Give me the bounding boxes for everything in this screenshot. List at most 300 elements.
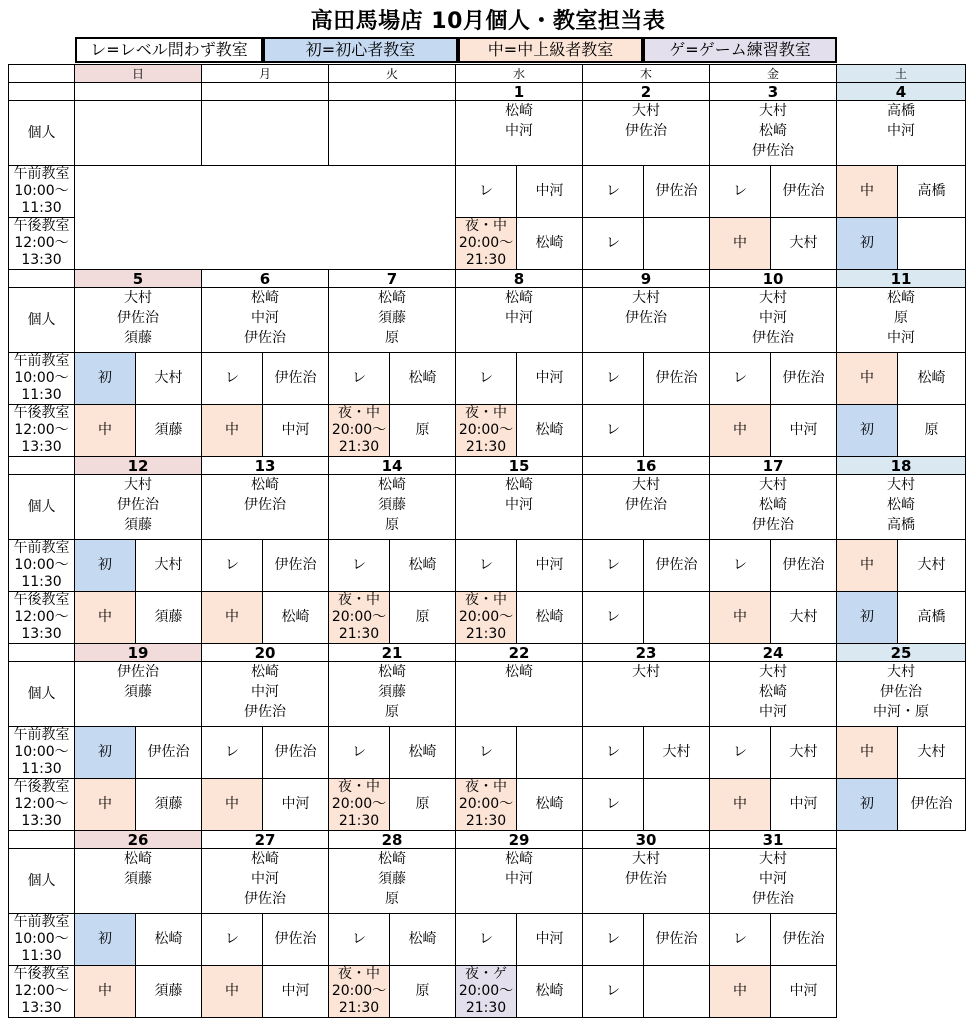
instructor-cell: 中河 <box>263 405 329 457</box>
instructor-cell: 須藤 <box>136 592 202 644</box>
staff-name: 高橋 <box>887 103 915 119</box>
date-cell <box>202 83 329 101</box>
row-label-individual: 個人 <box>9 101 75 166</box>
individual-cell <box>456 101 583 166</box>
date-cell: 13 <box>202 457 329 475</box>
staff-name: 原 <box>385 517 399 533</box>
staff-name: 大村 <box>632 664 660 680</box>
date-cell: 19 <box>75 644 202 662</box>
class-type-cell: 中 <box>710 966 771 1018</box>
instructor-cell <box>644 779 710 831</box>
class-type-cell: レ <box>456 353 517 405</box>
date-cell: 16 <box>583 457 710 475</box>
date-cell: 8 <box>456 270 583 288</box>
class-type-cell: 初 <box>837 592 898 644</box>
row-label-am: 午前教室 10:00～ 11:30 <box>9 914 75 966</box>
staff-name: 大村 <box>632 477 660 493</box>
individual-cell <box>710 849 837 914</box>
staff-name: 松崎 <box>887 290 915 306</box>
staff-name: 松崎 <box>505 103 533 119</box>
instructor-cell: 須藤 <box>136 779 202 831</box>
date-cell: 23 <box>583 644 710 662</box>
staff-name: 中河 <box>505 123 533 139</box>
date-cell <box>837 831 966 849</box>
class-type-cell: レ <box>583 218 644 270</box>
instructor-cell: 松崎 <box>517 592 583 644</box>
class-type-cell: レ <box>329 540 390 592</box>
instructor-cell: 中河 <box>517 166 583 218</box>
class-type-cell: 中 <box>837 540 898 592</box>
class-type-cell: レ <box>202 727 263 779</box>
corner-cell <box>9 65 75 83</box>
staff-name: 中河 <box>505 310 533 326</box>
date-cell: 22 <box>456 644 583 662</box>
date-row <box>9 270 966 288</box>
row-label-pm: 午後教室 12:00～ 13:30 <box>9 966 75 1018</box>
instructor-cell: 原 <box>898 405 966 457</box>
instructor-cell: 中河 <box>263 966 329 1018</box>
legend-item: ゲ=ゲーム練習教室 <box>643 37 837 63</box>
date-cell: 14 <box>329 457 456 475</box>
empty-cell <box>202 166 329 218</box>
individual-cell <box>75 475 202 540</box>
staff-name: 伊佐治 <box>625 123 667 139</box>
staff-name: 大村 <box>124 477 152 493</box>
staff-name: 中河 <box>251 871 279 887</box>
individual-cell <box>75 101 202 166</box>
instructor-cell: 松崎 <box>390 727 456 779</box>
date-cell: 30 <box>583 831 710 849</box>
class-type-cell: レ <box>456 727 517 779</box>
instructor-cell: 大村 <box>898 727 966 779</box>
instructor-cell: 中河 <box>771 405 837 457</box>
class-type-cell: 夜・中 20:00～ 21:30 <box>329 779 390 831</box>
empty-cell <box>329 218 456 270</box>
row-label-individual: 個人 <box>9 849 75 914</box>
instructor-cell: 原 <box>390 966 456 1018</box>
instructor-cell: 中河 <box>263 779 329 831</box>
row-label-am: 午前教室 10:00～ 11:30 <box>9 727 75 779</box>
staff-name: 松崎 <box>505 851 533 867</box>
individual-cell <box>583 101 710 166</box>
date-row <box>9 831 966 849</box>
staff-name: 中河 <box>887 330 915 346</box>
individual-cell <box>710 288 837 353</box>
staff-name: 松崎 <box>378 664 406 680</box>
staff-name: 大村 <box>759 290 787 306</box>
date-cell: 2 <box>583 83 710 101</box>
row-label-am: 午前教室 10:00～ 11:30 <box>9 353 75 405</box>
class-type-cell: 中 <box>710 218 771 270</box>
staff-name: 中河 <box>251 684 279 700</box>
staff-name: 伊佐治 <box>752 517 794 533</box>
class-type-cell: 中 <box>710 405 771 457</box>
staff-name: 須藤 <box>124 871 152 887</box>
date-cell: 31 <box>710 831 837 849</box>
individual-cell <box>837 475 966 540</box>
staff-name: 中河 <box>887 123 915 139</box>
individual-row <box>9 662 966 727</box>
staff-name: 松崎 <box>251 664 279 680</box>
row-label-individual: 個人 <box>9 662 75 727</box>
instructor-cell: 大村 <box>771 727 837 779</box>
row-label-am: 午前教室 10:00～ 11:30 <box>9 540 75 592</box>
staff-name: 松崎 <box>505 664 533 680</box>
staff-name: 松崎 <box>251 477 279 493</box>
class-type-cell: 初 <box>837 218 898 270</box>
class-type-cell: 中 <box>75 779 136 831</box>
instructor-cell <box>517 727 583 779</box>
individual-cell <box>710 662 837 727</box>
individual-row <box>9 849 966 914</box>
date-corner <box>9 457 75 475</box>
page-title: 高田馬場店 10月個人・教室担当表 <box>310 9 666 34</box>
staff-name: 須藤 <box>378 871 406 887</box>
staff-name: 松崎 <box>505 477 533 493</box>
legend-item: 中=中上級者教室 <box>458 37 643 63</box>
class-type-cell: 中 <box>75 405 136 457</box>
class-type-cell: レ <box>583 405 644 457</box>
class-type-cell: 中 <box>710 592 771 644</box>
legend-item: 初=初心者教室 <box>263 37 458 63</box>
instructor-cell <box>898 218 966 270</box>
class-type-cell: 初 <box>837 405 898 457</box>
staff-name: 須藤 <box>378 497 406 513</box>
instructor-cell: 中河 <box>771 779 837 831</box>
class-type-cell: 夜・中 20:00～ 21:30 <box>456 218 517 270</box>
class-type-cell: 初 <box>75 540 136 592</box>
row-label-am: 午前教室 10:00～ 11:30 <box>9 166 75 218</box>
class-type-cell: レ <box>710 353 771 405</box>
date-row <box>9 83 966 101</box>
pm-class-row <box>9 592 966 644</box>
instructor-cell <box>644 218 710 270</box>
staff-name: 大村 <box>632 851 660 867</box>
date-cell: 6 <box>202 270 329 288</box>
date-row <box>9 644 966 662</box>
individual-cell <box>456 475 583 540</box>
instructor-cell: 松崎 <box>390 914 456 966</box>
date-corner <box>9 831 75 849</box>
instructor-cell: 中河 <box>517 914 583 966</box>
date-cell: 24 <box>710 644 837 662</box>
row-label-pm: 午後教室 12:00～ 13:30 <box>9 592 75 644</box>
class-type-cell: 中 <box>837 166 898 218</box>
staff-name: 中河 <box>759 871 787 887</box>
date-cell: 3 <box>710 83 837 101</box>
instructor-cell: 伊佐治 <box>263 914 329 966</box>
staff-name: 須藤 <box>124 684 152 700</box>
class-type-cell: レ <box>710 540 771 592</box>
individual-cell <box>75 288 202 353</box>
class-type-cell: 中 <box>75 966 136 1018</box>
class-type-cell: 中 <box>710 779 771 831</box>
staff-name: 大村 <box>759 664 787 680</box>
class-type-cell: レ <box>583 966 644 1018</box>
date-cell: 18 <box>837 457 966 475</box>
instructor-cell: 中河 <box>771 966 837 1018</box>
instructor-cell: 松崎 <box>517 218 583 270</box>
staff-name: 松崎 <box>887 497 915 513</box>
schedule-table <box>8 64 966 1018</box>
date-cell: 21 <box>329 644 456 662</box>
class-type-cell: 夜・中 20:00～ 21:30 <box>456 779 517 831</box>
class-type-cell: レ <box>329 727 390 779</box>
legend-item: レ=レベル問わず教室 <box>75 37 263 63</box>
class-type-cell: レ <box>456 914 517 966</box>
staff-name: 松崎 <box>378 851 406 867</box>
individual-cell <box>583 849 710 914</box>
am-class-row <box>9 166 966 218</box>
instructor-cell: 松崎 <box>898 353 966 405</box>
class-type-cell: 中 <box>202 592 263 644</box>
staff-name: 松崎 <box>759 684 787 700</box>
individual-cell <box>329 101 456 166</box>
staff-name: 原 <box>894 310 908 326</box>
individual-cell <box>837 101 966 166</box>
date-cell: 7 <box>329 270 456 288</box>
weekday-header: 木 <box>583 65 710 83</box>
staff-name: 中河 <box>251 310 279 326</box>
date-cell: 26 <box>75 831 202 849</box>
row-label-individual: 個人 <box>9 288 75 353</box>
staff-name: 伊佐治 <box>244 497 286 513</box>
individual-cell <box>75 662 202 727</box>
date-cell: 9 <box>583 270 710 288</box>
date-cell: 17 <box>710 457 837 475</box>
instructor-cell <box>644 592 710 644</box>
staff-name: 中河 <box>759 310 787 326</box>
staff-name: 大村 <box>759 103 787 119</box>
class-type-cell: レ <box>329 914 390 966</box>
staff-name: 伊佐治 <box>117 664 159 680</box>
class-type-cell: 中 <box>75 592 136 644</box>
staff-name: 松崎 <box>251 290 279 306</box>
weekday-header: 日 <box>75 65 202 83</box>
staff-name: 伊佐治 <box>625 871 667 887</box>
individual-cell <box>583 475 710 540</box>
staff-name: 大村 <box>124 290 152 306</box>
staff-name: 松崎 <box>759 123 787 139</box>
class-type-cell: レ <box>202 540 263 592</box>
instructor-cell: 大村 <box>644 727 710 779</box>
individual-cell <box>583 288 710 353</box>
staff-name: 原 <box>385 891 399 907</box>
instructor-cell: 伊佐治 <box>644 914 710 966</box>
class-type-cell: 中 <box>202 405 263 457</box>
class-type-cell: 夜・中 20:00～ 21:30 <box>329 592 390 644</box>
instructor-cell: 松崎 <box>517 405 583 457</box>
date-cell: 28 <box>329 831 456 849</box>
instructor-cell: 伊佐治 <box>771 166 837 218</box>
individual-cell <box>202 101 329 166</box>
instructor-cell: 伊佐治 <box>136 727 202 779</box>
staff-name: 大村 <box>632 103 660 119</box>
instructor-cell: 須藤 <box>136 405 202 457</box>
staff-name: 松崎 <box>124 851 152 867</box>
date-cell <box>75 83 202 101</box>
instructor-cell <box>644 966 710 1018</box>
instructor-cell: 中河 <box>517 353 583 405</box>
class-type-cell: 初 <box>75 727 136 779</box>
staff-name: 伊佐治 <box>625 310 667 326</box>
instructor-cell: 松崎 <box>517 966 583 1018</box>
class-type-cell: レ <box>583 592 644 644</box>
class-type-cell: 中 <box>202 966 263 1018</box>
staff-name: 大村 <box>887 477 915 493</box>
weekday-header-row <box>9 65 966 83</box>
class-type-cell: 初 <box>75 914 136 966</box>
empty-cell <box>837 966 966 1018</box>
date-cell: 1 <box>456 83 583 101</box>
empty-cell <box>75 218 202 270</box>
individual-cell <box>456 849 583 914</box>
instructor-cell: 松崎 <box>390 353 456 405</box>
pm-class-row <box>9 966 966 1018</box>
class-type-cell: レ <box>583 727 644 779</box>
date-cell: 20 <box>202 644 329 662</box>
weekday-header: 水 <box>456 65 583 83</box>
class-type-cell: レ <box>456 166 517 218</box>
staff-name: 伊佐治 <box>244 704 286 720</box>
staff-name: 大村 <box>887 664 915 680</box>
instructor-cell: 伊佐治 <box>644 166 710 218</box>
row-label-pm: 午後教室 12:00～ 13:30 <box>9 218 75 270</box>
instructor-cell: 伊佐治 <box>263 727 329 779</box>
am-class-row <box>9 914 966 966</box>
staff-name: 原 <box>385 704 399 720</box>
instructor-cell: 伊佐治 <box>771 540 837 592</box>
staff-name: 松崎 <box>759 497 787 513</box>
am-class-row <box>9 727 966 779</box>
pm-class-row <box>9 779 966 831</box>
instructor-cell: 大村 <box>771 592 837 644</box>
individual-cell <box>710 475 837 540</box>
staff-name: 大村 <box>759 477 787 493</box>
date-corner <box>9 644 75 662</box>
instructor-cell: 伊佐治 <box>898 779 966 831</box>
individual-cell <box>75 849 202 914</box>
class-type-cell: 夜・ゲ 20:00～ 21:30 <box>456 966 517 1018</box>
class-type-cell: 夜・中 20:00～ 21:30 <box>329 966 390 1018</box>
empty-cell <box>837 849 966 914</box>
instructor-cell: 中河 <box>517 540 583 592</box>
staff-name: 中河・原 <box>873 704 929 720</box>
instructor-cell: 高橋 <box>898 166 966 218</box>
class-type-cell: レ <box>710 727 771 779</box>
weekday-header: 土 <box>837 65 966 83</box>
am-class-row <box>9 353 966 405</box>
empty-cell <box>75 166 202 218</box>
individual-row <box>9 475 966 540</box>
instructor-cell: 松崎 <box>517 779 583 831</box>
individual-cell <box>329 288 456 353</box>
individual-row <box>9 101 966 166</box>
pm-class-row <box>9 405 966 457</box>
instructor-cell: 大村 <box>136 540 202 592</box>
row-label-individual: 個人 <box>9 475 75 540</box>
instructor-cell: 原 <box>390 592 456 644</box>
staff-name: 松崎 <box>378 477 406 493</box>
staff-name: 大村 <box>632 290 660 306</box>
instructor-cell: 伊佐治 <box>771 914 837 966</box>
individual-cell <box>456 662 583 727</box>
instructor-cell: 大村 <box>898 540 966 592</box>
individual-cell <box>710 101 837 166</box>
row-label-pm: 午後教室 12:00～ 13:30 <box>9 779 75 831</box>
staff-name: 伊佐治 <box>752 143 794 159</box>
instructor-cell: 高橋 <box>898 592 966 644</box>
date-corner <box>9 270 75 288</box>
staff-name: 伊佐治 <box>752 891 794 907</box>
row-label-pm: 午後教室 12:00～ 13:30 <box>9 405 75 457</box>
weekday-header: 月 <box>202 65 329 83</box>
weekday-header: 火 <box>329 65 456 83</box>
individual-cell <box>329 662 456 727</box>
date-cell: 12 <box>75 457 202 475</box>
instructor-cell <box>644 405 710 457</box>
pm-class-row <box>9 218 966 270</box>
weekday-header: 金 <box>710 65 837 83</box>
class-type-cell: レ <box>583 779 644 831</box>
date-cell <box>329 83 456 101</box>
staff-name: 松崎 <box>505 290 533 306</box>
instructor-cell: 松崎 <box>136 914 202 966</box>
individual-cell <box>837 288 966 353</box>
staff-name: 原 <box>385 330 399 346</box>
individual-cell <box>583 662 710 727</box>
class-type-cell: レ <box>202 353 263 405</box>
date-cell: 11 <box>837 270 966 288</box>
individual-cell <box>202 849 329 914</box>
individual-row <box>9 288 966 353</box>
class-type-cell: 中 <box>837 727 898 779</box>
date-cell: 25 <box>837 644 966 662</box>
instructor-cell: 大村 <box>136 353 202 405</box>
staff-name: 松崎 <box>251 851 279 867</box>
date-cell: 4 <box>837 83 966 101</box>
class-type-cell: レ <box>329 353 390 405</box>
staff-name: 高橋 <box>887 517 915 533</box>
instructor-cell: 伊佐治 <box>644 353 710 405</box>
instructor-cell: 伊佐治 <box>263 540 329 592</box>
staff-name: 伊佐治 <box>244 891 286 907</box>
class-type-cell: 中 <box>202 779 263 831</box>
staff-name: 須藤 <box>124 330 152 346</box>
staff-name: 中河 <box>759 704 787 720</box>
class-type-cell: レ <box>456 540 517 592</box>
date-corner <box>9 83 75 101</box>
class-type-cell: レ <box>710 914 771 966</box>
class-type-cell: レ <box>583 540 644 592</box>
date-row <box>9 457 966 475</box>
staff-name: 大村 <box>759 851 787 867</box>
instructor-cell: 松崎 <box>263 592 329 644</box>
instructor-cell: 原 <box>390 779 456 831</box>
staff-name: 須藤 <box>124 517 152 533</box>
instructor-cell: 伊佐治 <box>263 353 329 405</box>
date-cell: 29 <box>456 831 583 849</box>
empty-cell <box>837 914 966 966</box>
instructor-cell: 原 <box>390 405 456 457</box>
staff-name: 中河 <box>505 497 533 513</box>
individual-cell <box>202 475 329 540</box>
empty-cell <box>202 218 329 270</box>
instructor-cell: 松崎 <box>390 540 456 592</box>
class-type-cell: 初 <box>75 353 136 405</box>
individual-cell <box>329 475 456 540</box>
instructor-cell: 大村 <box>771 218 837 270</box>
